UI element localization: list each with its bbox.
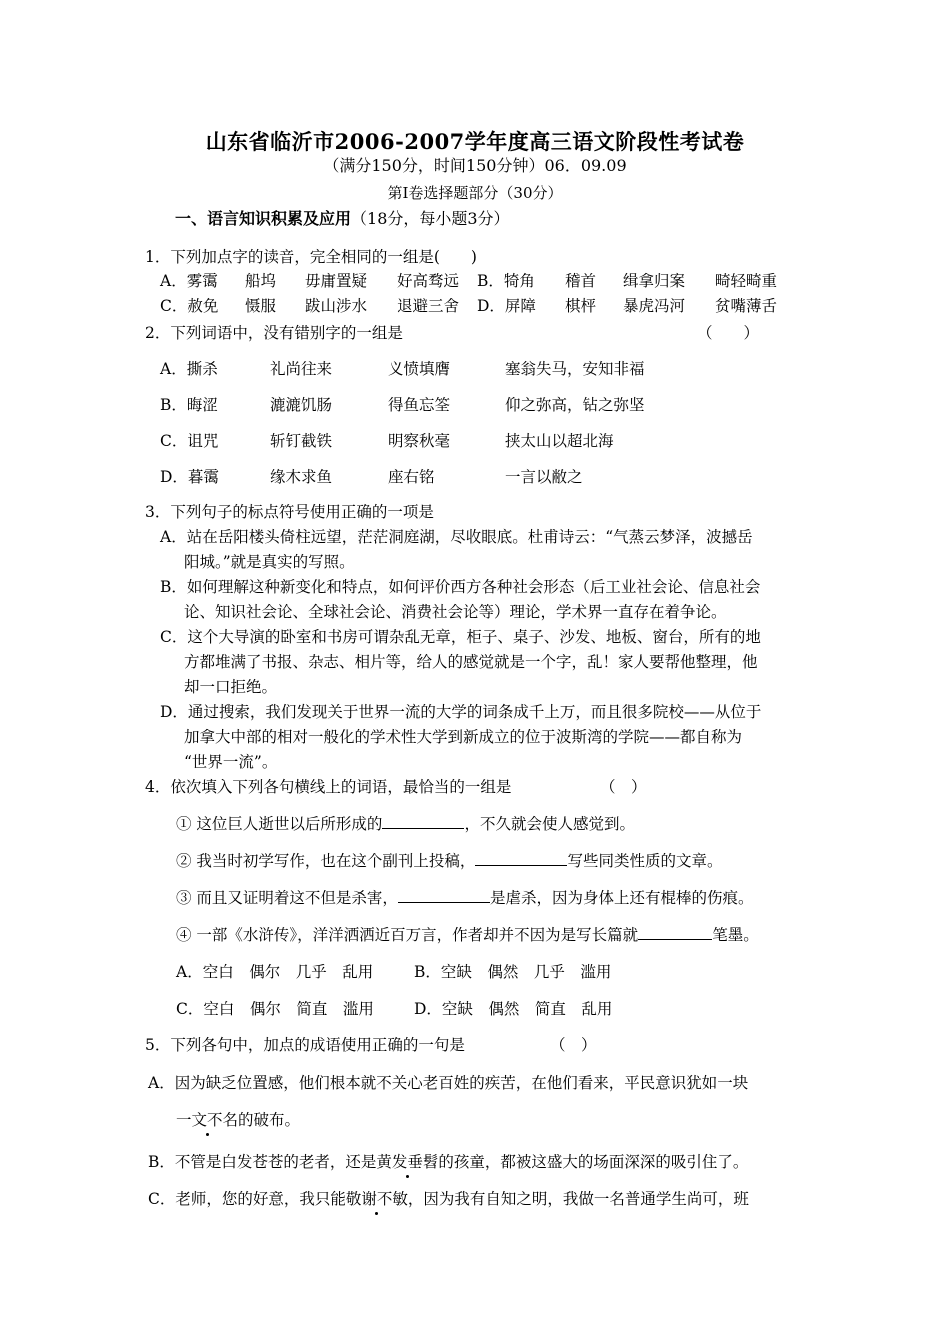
q1-word: 慑服: [245, 297, 277, 315]
q5-option-b: [148, 1150, 748, 1172]
q1-word: 棋枰: [565, 297, 597, 315]
q2-opt-label: C．诅咒: [160, 432, 219, 450]
q1-word: 稽首: [565, 272, 597, 290]
q1-opt-a: A．雾霭: [160, 272, 218, 290]
q1-stem: 1．下列加点字的读音，完全相同的一组是( ): [145, 248, 477, 266]
q5-text: ，因为我有自知之明，我做一名普通学生尚可，班: [407, 1190, 749, 1208]
q2-stem: 2．下列词语中，没有错别字的一组是: [145, 324, 403, 342]
q2-word: 明察秋毫: [388, 432, 451, 450]
q4-sentence-text: 笔墨。: [712, 926, 759, 944]
q3-line: A．站在岳阳楼头倚柱远望，茫茫洞庭湖，尽收眼底。杜甫诗云：“气蒸云梦泽，波撼岳: [160, 528, 753, 546]
q2-answer-paren: （ ）: [697, 324, 760, 342]
q4-stem: 4．依次填入下列各句横线上的词语，最恰当的一组是: [145, 778, 512, 796]
q3-line: B．如何理解这种新变化和特点，如何评价西方各种社会形态（后工业社会论、信息社会: [160, 578, 761, 596]
emphasis-dot-word: 一文不名: [176, 1108, 238, 1130]
q5-option-c: [148, 1187, 749, 1209]
q5-option-a-cont: [176, 1108, 300, 1130]
q2-word: 礼尚往来: [270, 360, 333, 378]
q4-sentence-text: 是虐杀，因为身体上还有棍棒的伤痕。: [489, 889, 754, 907]
q3-line: 方都堆满了书报、杂志、相片等，给人的感觉就是一个字，乱！家人要帮他整理，他: [184, 653, 758, 671]
q3-line: 加拿大中部的相对一般化的学术性大学到新成立的位于波斯湾的学院——都自称为: [184, 728, 743, 746]
q1-word: 缉拿归案: [623, 272, 686, 290]
q1-word: 退避三舍: [397, 297, 460, 315]
page-title: 山东省临沂市2006-2007学年度高三语文阶段性考试卷: [205, 129, 745, 154]
q1-word: 贫嘴薄舌: [715, 297, 778, 315]
section-note: （18分，每小题3分）: [351, 209, 510, 228]
q5-text: C．老师，您的好意，我只能: [148, 1190, 346, 1208]
q2-word: 漉漉饥肠: [270, 396, 333, 414]
exam-subtitle: （满分150分，时间150分钟）06．09.09: [323, 156, 627, 175]
q4-sentence-text: ② 我当时初学写作，也在这个副刊上投稿，: [176, 852, 476, 870]
q2-word: 一言以敝之: [505, 468, 583, 486]
section-heading: [175, 206, 510, 229]
q4-sentence: [176, 849, 722, 871]
q2-word: 斩钉截铁: [270, 432, 333, 450]
fill-blank: [382, 814, 464, 829]
part-heading: 第Ⅰ卷选择题部分（30分）: [387, 184, 563, 202]
q2-word: 挟太山以超北海: [505, 432, 614, 450]
q1-word: 毋庸置疑: [305, 272, 368, 290]
q3-line: “世界一流”。: [184, 753, 278, 771]
q2-word: 义愤填膺: [388, 360, 451, 378]
emphasis-dot-word: 黄发垂髫: [376, 1150, 438, 1172]
q4-sentence-text: 写些同类性质的文章。: [567, 852, 723, 870]
q4-sentence: [176, 812, 635, 834]
q5-stem: 5．下列各句中，加点的成语使用正确的一句是: [145, 1036, 465, 1054]
q2-word: 塞翁失马，安知非福: [505, 360, 645, 378]
q4-option-d: D．空缺 偶然 简直 乱用: [414, 1000, 613, 1018]
q5-option-a: A．因为缺乏位置感，他们根本就不关心老百姓的疾苦，在他们看来，平民意识犹如一块: [148, 1074, 749, 1092]
q4-sentence-text: ① 这位巨人逝世以后所形成的: [176, 815, 383, 833]
q5-text: 的孩童，都被这盛大的场面深深的吸引住了。: [438, 1153, 749, 1171]
q4-sentence-text: ③ 而且又证明着这不但是杀害，: [176, 889, 398, 907]
emphasis-dot-word: 敬谢不敏: [346, 1187, 408, 1209]
q2-opt-label: D．暮霭: [160, 468, 219, 486]
q3-stem: 3．下列句子的标点符号使用正确的一项是: [145, 503, 434, 521]
q2-word: 座右铭: [388, 468, 435, 486]
q1-opt-c: C．赦免: [160, 297, 219, 315]
q1-word: 跋山涉水: [305, 297, 368, 315]
fill-blank: [475, 851, 567, 866]
q3-line: 论、知识社会论、全球社会论、消费社会论等）理论，学术界一直存在着争论。: [184, 603, 727, 621]
q2-opt-label: A．撕杀: [160, 360, 218, 378]
q4-sentence: [176, 923, 759, 945]
q1-word: 暴虎冯河: [623, 297, 686, 315]
q4-option-c: C．空白 偶尔 简直 滥用: [176, 1000, 374, 1018]
q4-sentence: [176, 886, 753, 908]
q4-sentence-text: ，不久就会使人感觉到。: [464, 815, 635, 833]
q5-text: 的破布。: [238, 1111, 301, 1129]
q2-opt-label: B．晦涩: [160, 396, 218, 414]
q3-line: D．通过搜索，我们发现关于世界一流的大学的词条成千上万，而且很多院校——从位于: [160, 703, 762, 721]
q1-opt-b: B．犄角: [477, 272, 535, 290]
q4-option-a: A．空白 偶尔 几乎 乱用: [176, 963, 374, 981]
q1-word: 好高骛远: [397, 272, 460, 290]
q3-line: C．这个大导演的卧室和书房可谓杂乱无章，柜子、桌子、沙发、地板、窗台，所有的地: [160, 628, 761, 646]
q2-word: 仰之弥高，钻之弥坚: [505, 396, 645, 414]
q4-option-b: B．空缺 偶然 几乎 滥用: [414, 963, 612, 981]
q4-sentence-text: ④ 一部《水浒传》，洋洋洒洒近百万言，作者却并不因为是写长篇就: [176, 926, 639, 944]
q2-word: 得鱼忘筌: [388, 396, 451, 414]
q5-text: B．不管是白发苍苍的老者，还是: [148, 1153, 377, 1171]
q3-line: 阳城。”就是真实的写照。: [184, 553, 355, 571]
q3-line: 却一口拒绝。: [184, 678, 278, 696]
q1-word: 畸轻畸重: [715, 272, 778, 290]
section-title: 一、语言知识积累及应用: [175, 209, 352, 228]
q1-opt-d: D．屏障: [477, 297, 536, 315]
q2-word: 缘木求鱼: [270, 468, 333, 486]
q4-answer-paren: （ ）: [600, 778, 647, 796]
fill-blank: [398, 888, 490, 903]
q1-word: 船坞: [245, 272, 277, 290]
fill-blank: [638, 925, 712, 940]
q5-answer-paren: （ ）: [550, 1036, 597, 1054]
